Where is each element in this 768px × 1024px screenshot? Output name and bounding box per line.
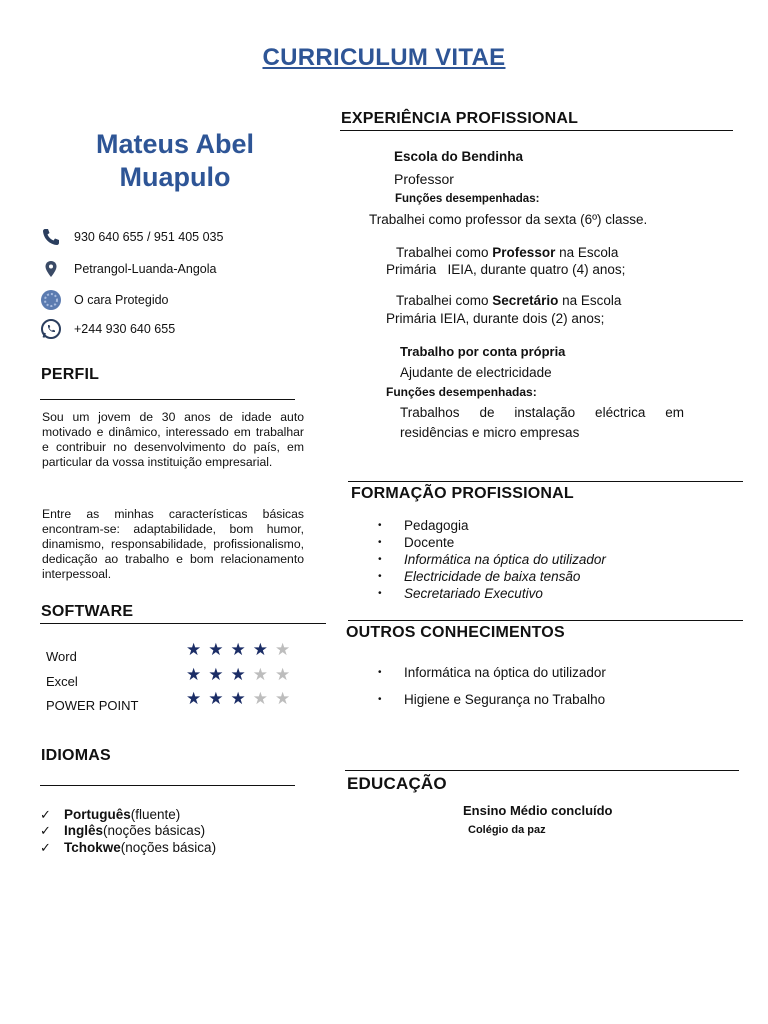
contact-social: [40, 289, 169, 311]
star-filled-icon: ★: [186, 689, 209, 708]
star-filled-icon: ★: [208, 665, 231, 684]
star-empty-icon: ★: [252, 665, 275, 684]
whatsapp-text: +244 930 640 655: [74, 322, 176, 336]
social-badge-icon: [40, 289, 62, 311]
job1-funcoes-label: Funções desempenhadas:: [395, 193, 540, 205]
job2-funcao-1-line2: residências e micro empresas: [400, 425, 580, 440]
job1-company: Escola do Bendinha: [394, 149, 524, 164]
star-empty-icon: ★: [275, 689, 298, 708]
job2-funcoes-label: Funções desempenhadas:: [386, 385, 537, 399]
outros-item: • Higiene e Segurança no Trabalho: [378, 692, 606, 707]
whatsapp-icon: [40, 318, 62, 340]
job1-funcao-1: Trabalhei como professor da sexta (6º) classe.: [369, 212, 648, 227]
language-name: Português: [64, 807, 131, 822]
perfil-paragraph-2: Entre as minhas características básicas encontram-se: adaptabilidade, bom humor, dinamismo, responsabilidade, profissionalismo, dedicação ao trabalho e bom relacionamento interpessoal.: [42, 507, 304, 581]
outros-heading: OUTROS CONHECIMENTOS: [346, 624, 565, 641]
job1-funcao-3-line2: Primária IEIA, durante dois (2) anos;: [386, 311, 605, 326]
candidate-name: [40, 128, 310, 194]
star-empty-icon: ★: [252, 689, 275, 708]
bullet-icon: •: [378, 554, 382, 565]
language-level: (noções básicas): [103, 823, 206, 838]
language-item: [40, 806, 180, 823]
page-title: CURRICULUM VITAE: [262, 44, 506, 71]
idiomas-rule: [40, 785, 295, 786]
language-name: Inglês: [64, 823, 104, 838]
software-powerpoint-label: POWER POINT: [46, 698, 139, 713]
job2-funcao-1-line1: Trabalhos de instalação eléctrica em: [400, 405, 684, 420]
job2-role: Ajudante de electricidade: [400, 365, 552, 380]
software-excel-label: Excel: [46, 674, 78, 689]
checkmark-icon: ✓: [40, 839, 51, 855]
experiencia-rule: [340, 130, 733, 131]
software-word-label: Word: [46, 649, 77, 664]
language-item: [40, 839, 216, 856]
checkmark-icon: ✓: [40, 806, 51, 822]
formacao-item: • Informática na óptica do utilizador: [378, 552, 606, 567]
social-text: O cara Protegido: [74, 293, 169, 307]
software-rule: [40, 623, 326, 624]
name-line-1: Mateus Abel: [95, 129, 255, 159]
bullet-icon: •: [378, 694, 382, 705]
idiomas-heading: IDIOMAS: [41, 747, 111, 764]
bullet-icon: •: [378, 667, 382, 678]
name-line-2: Muapulo: [119, 162, 231, 192]
perfil-rule: [40, 399, 295, 400]
bullet-icon: •: [378, 588, 382, 599]
star-filled-icon: ★: [230, 640, 253, 659]
language-name: Tchokwe: [64, 840, 121, 855]
job1-role: Professor: [394, 171, 454, 187]
star-filled-icon: ★: [252, 640, 275, 659]
star-filled-icon: ★: [208, 640, 231, 659]
perfil-heading: PERFIL: [41, 366, 100, 383]
perfil-paragraph-1: Sou um jovem de 30 anos de idade auto motivado e dinâmico, interessado em trabalhar e contribuir no desenvolvimento do país, em particular da vossa instituição empresarial.: [42, 410, 304, 469]
formacao-item: • Electricidade de baixa tensão: [378, 569, 581, 584]
formacao-item: • Pedagogia: [378, 518, 469, 533]
job1-funcao-2-line2: Primária IEIA, durante quatro (4) anos;: [386, 262, 626, 277]
outros-item: • Informática na óptica do utilizador: [378, 665, 606, 680]
phone-text: 930 640 655 / 951 405 035: [74, 230, 224, 244]
formacao-heading: FORMAÇÃO PROFISSIONAL: [351, 485, 574, 502]
software-excel-rating: [186, 665, 297, 685]
star-empty-icon: ★: [275, 665, 298, 684]
experiencia-heading: EXPERIÊNCIA PROFISSIONAL: [341, 110, 579, 127]
contact-whatsapp: [40, 318, 175, 340]
language-item: [40, 822, 205, 839]
outros-rule: [348, 620, 743, 621]
software-word-rating: [186, 640, 297, 660]
contact-address: [40, 258, 216, 280]
educacao-heading: EDUCAÇÃO: [347, 774, 447, 793]
formacao-rule: [348, 481, 743, 482]
star-filled-icon: ★: [230, 665, 253, 684]
job2-company: Trabalho por conta própria: [400, 344, 566, 359]
educacao-school: Colégio da paz: [468, 824, 546, 836]
educacao-rule: [345, 770, 739, 771]
location-pin-icon: [40, 258, 62, 280]
language-level: (noções básica): [120, 840, 217, 855]
star-filled-icon: ★: [186, 640, 209, 659]
bullet-icon: •: [378, 520, 382, 531]
software-heading: SOFTWARE: [41, 603, 134, 620]
contact-phone: [40, 226, 223, 248]
job1-funcao-2: Trabalhei como Professor na Escola: [396, 245, 619, 260]
bullet-icon: •: [378, 571, 382, 582]
star-filled-icon: ★: [230, 689, 253, 708]
job1-funcao-3: Trabalhei como Secretário na Escola: [396, 293, 622, 308]
address-text: Petrangol-Luanda-Angola: [74, 262, 217, 276]
formacao-item: • Secretariado Executivo: [378, 586, 543, 601]
checkmark-icon: ✓: [40, 822, 51, 838]
star-filled-icon: ★: [208, 689, 231, 708]
bullet-icon: •: [378, 537, 382, 548]
educacao-level: Ensino Médio concluído: [463, 803, 613, 818]
software-powerpoint-rating: [186, 689, 297, 709]
star-empty-icon: ★: [275, 640, 298, 659]
star-filled-icon: ★: [186, 665, 209, 684]
language-level: (fluente): [130, 807, 181, 822]
phone-icon: [40, 226, 62, 248]
formacao-item: • Docente: [378, 535, 455, 550]
